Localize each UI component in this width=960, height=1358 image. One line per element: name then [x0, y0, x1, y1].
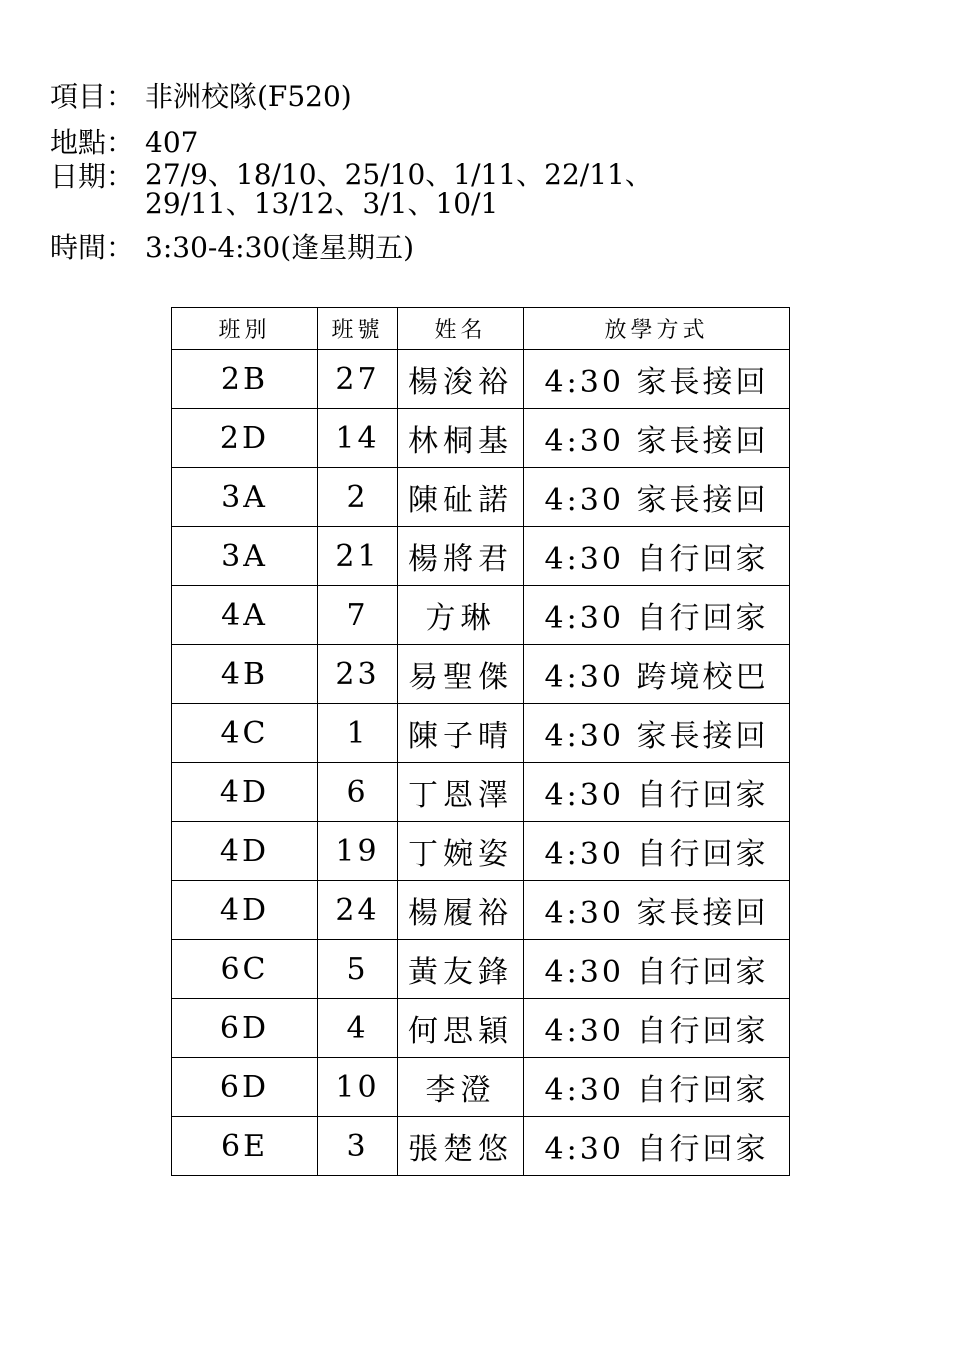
cell-dismissal: 4:30 家長接回	[524, 468, 790, 527]
header-row	[172, 308, 790, 350]
cell-class: 4D	[172, 763, 318, 822]
item-value: 非洲校隊(F520)	[145, 80, 352, 113]
cell-class: 4D	[172, 822, 318, 881]
cell-class: 3A	[172, 527, 318, 586]
cell-class-number: 7	[318, 586, 398, 645]
cell-name: 楊浚裕	[398, 350, 524, 409]
cell-class-number: 1	[318, 704, 398, 763]
table-row	[172, 1117, 790, 1176]
cell-name: 李澄	[398, 1058, 524, 1117]
cell-class-number: 6	[318, 763, 398, 822]
dates-value	[145, 160, 653, 218]
student-roster-table	[171, 307, 790, 1176]
table-row	[172, 704, 790, 763]
venue-label: 地點：	[50, 126, 135, 159]
header-name: 姓名	[398, 308, 524, 350]
table-row	[172, 1058, 790, 1117]
cell-class-number: 14	[318, 409, 398, 468]
cell-dismissal: 4:30 自行回家	[524, 763, 790, 822]
cell-dismissal: 4:30 自行回家	[524, 586, 790, 645]
cell-name: 陳砋諾	[398, 468, 524, 527]
dates-line-2: 29/11、13/12、3/1、10/1	[145, 187, 499, 220]
cell-dismissal: 4:30 自行回家	[524, 1058, 790, 1117]
cell-class: 4C	[172, 704, 318, 763]
cell-name: 丁恩澤	[398, 763, 524, 822]
cell-dismissal: 4:30 家長接回	[524, 881, 790, 940]
cell-name: 黃友鋒	[398, 940, 524, 999]
cell-dismissal: 4:30 自行回家	[524, 940, 790, 999]
cell-name: 易聖傑	[398, 645, 524, 704]
cell-class-number: 19	[318, 822, 398, 881]
table-row	[172, 999, 790, 1058]
cell-dismissal: 4:30 自行回家	[524, 527, 790, 586]
activity-info	[50, 80, 653, 265]
cell-class-number: 5	[318, 940, 398, 999]
cell-class: 4A	[172, 586, 318, 645]
cell-name: 方琳	[398, 586, 524, 645]
cell-name: 林桐基	[398, 409, 524, 468]
cell-dismissal: 4:30 自行回家	[524, 1117, 790, 1176]
table-row	[172, 468, 790, 527]
table-row	[172, 527, 790, 586]
dates-row	[50, 160, 653, 218]
table-row	[172, 586, 790, 645]
dates-label: 日期：	[50, 160, 135, 193]
table-row	[172, 940, 790, 999]
table-row	[172, 763, 790, 822]
cell-name: 丁婉姿	[398, 822, 524, 881]
cell-dismissal: 4:30 跨境校巴	[524, 645, 790, 704]
cell-class-number: 3	[318, 1117, 398, 1176]
cell-name: 張楚悠	[398, 1117, 524, 1176]
cell-dismissal: 4:30 家長接回	[524, 704, 790, 763]
table-header	[172, 308, 790, 350]
time-value: 3:30-4:30(逢星期五)	[145, 231, 415, 264]
cell-class-number: 10	[318, 1058, 398, 1117]
table-row	[172, 350, 790, 409]
header-class: 班別	[172, 308, 318, 350]
cell-dismissal: 4:30 自行回家	[524, 822, 790, 881]
cell-class-number: 2	[318, 468, 398, 527]
venue-row	[50, 126, 653, 160]
item-label: 項目：	[50, 80, 135, 113]
cell-class: 2D	[172, 409, 318, 468]
table-row	[172, 645, 790, 704]
table-row	[172, 822, 790, 881]
cell-class-number: 4	[318, 999, 398, 1058]
cell-class: 4B	[172, 645, 318, 704]
cell-class-number: 21	[318, 527, 398, 586]
cell-name: 陳子晴	[398, 704, 524, 763]
cell-class: 6C	[172, 940, 318, 999]
cell-dismissal: 4:30 自行回家	[524, 999, 790, 1058]
dates-line-1: 27/9、18/10、25/10、1/11、22/11、	[145, 158, 653, 191]
table-row	[172, 881, 790, 940]
item-row	[50, 80, 653, 114]
cell-name: 何思穎	[398, 999, 524, 1058]
cell-name: 楊將君	[398, 527, 524, 586]
cell-class-number: 27	[318, 350, 398, 409]
cell-class: 6D	[172, 999, 318, 1058]
time-label: 時間：	[50, 231, 135, 264]
cell-class-number: 24	[318, 881, 398, 940]
cell-dismissal: 4:30 家長接回	[524, 350, 790, 409]
cell-dismissal: 4:30 家長接回	[524, 409, 790, 468]
venue-value: 407	[145, 126, 199, 159]
cell-class: 6E	[172, 1117, 318, 1176]
cell-class: 2B	[172, 350, 318, 409]
table-body	[172, 350, 790, 1176]
cell-class: 3A	[172, 468, 318, 527]
time-row	[50, 231, 653, 265]
cell-class: 6D	[172, 1058, 318, 1117]
cell-class: 4D	[172, 881, 318, 940]
header-class-number: 班號	[318, 308, 398, 350]
header-dismissal: 放學方式	[524, 308, 790, 350]
cell-name: 楊履裕	[398, 881, 524, 940]
table-row	[172, 409, 790, 468]
cell-class-number: 23	[318, 645, 398, 704]
